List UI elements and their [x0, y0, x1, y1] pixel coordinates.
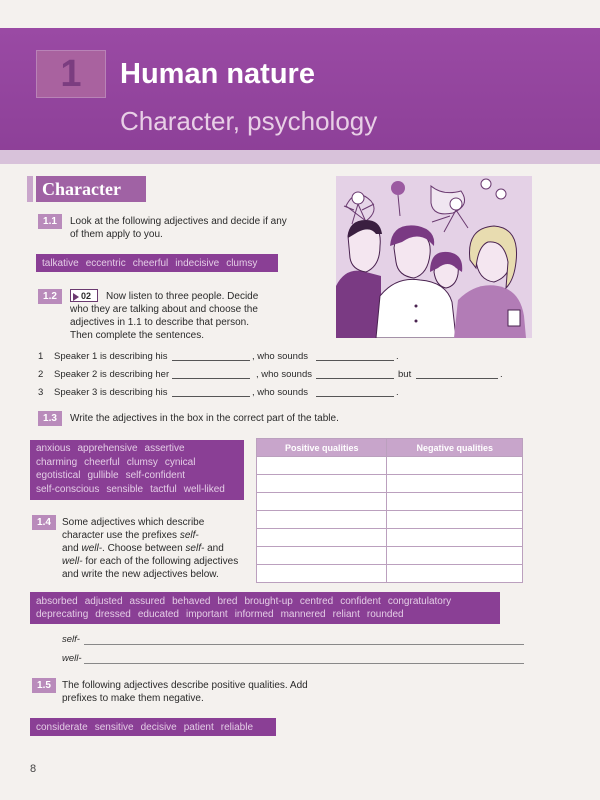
sentence-1-start: Speaker 1 is describing his — [54, 351, 168, 362]
table-cell[interactable] — [257, 547, 387, 565]
ex1-4-instruction-line5: and write the new adjectives below. — [62, 569, 219, 580]
exercise-badge-1-1: 1.1 — [38, 214, 62, 229]
ex1-4-line3-a: and — [62, 543, 82, 554]
word-item: important — [186, 609, 228, 620]
well-answer-line[interactable] — [84, 663, 524, 664]
ex1-4-line3-b: well- — [81, 543, 103, 554]
table-cell[interactable] — [387, 457, 523, 475]
ex1-2-instruction-line4: Then complete the sentences. — [70, 330, 204, 341]
sentence-3-mid: , who sounds — [252, 387, 308, 398]
ex1-4-line3-e: and — [204, 543, 224, 554]
table-cell[interactable] — [387, 493, 523, 511]
word-item: egotistical — [36, 470, 81, 481]
word-item: charming — [36, 456, 78, 468]
ex1-1-instruction-line2: of them apply to you. — [70, 229, 163, 240]
section-heading: Character — [36, 176, 146, 202]
table-cell[interactable] — [257, 493, 387, 511]
sentence-2-end: . — [500, 369, 503, 380]
sentence-3-blank-1[interactable] — [172, 396, 250, 397]
table-row — [257, 529, 523, 547]
sentence-3-blank-2[interactable] — [316, 396, 394, 397]
ex1-4-line3-c: . Choose between — [102, 543, 186, 554]
word-item: mannered — [280, 609, 326, 620]
table-cell[interactable] — [387, 529, 523, 547]
unit-subtitle: Character, psychology — [120, 106, 378, 136]
table-cell[interactable] — [257, 475, 387, 493]
table-cell[interactable] — [257, 565, 387, 583]
ex1-4-instruction-line3 — [62, 542, 224, 555]
qualities-table — [256, 438, 523, 583]
exercise-badge-1-2: 1.2 — [38, 289, 62, 304]
table-cell[interactable] — [257, 457, 387, 475]
table-cell[interactable] — [387, 565, 523, 583]
section-heading-tab — [27, 176, 33, 202]
word-item: behaved — [172, 596, 211, 607]
word-item: considerate — [36, 722, 88, 733]
sentence-2-blank-2[interactable] — [316, 378, 394, 379]
word-box-1-4 — [30, 592, 500, 624]
self-prefix-label: self- — [62, 634, 80, 645]
word-item: well-liked — [183, 483, 225, 495]
well-prefix-label: well- — [62, 653, 82, 664]
word-item: rounded — [366, 609, 404, 620]
word-item: cheerful — [84, 456, 120, 468]
word-item: reliable — [220, 722, 254, 733]
ex1-4-instruction-line4 — [62, 555, 238, 568]
positive-qualities-header: Positive qualities — [257, 439, 387, 457]
word-item: gullible — [87, 470, 119, 481]
sentence-1-blank-2[interactable] — [316, 360, 394, 361]
sentence-3-num: 3 — [38, 387, 44, 398]
word-item: reliant — [332, 609, 360, 620]
word-item: sensible — [106, 483, 144, 495]
unit-title: Human nature — [120, 58, 315, 90]
word-item: eccentric — [85, 258, 126, 269]
table-row — [257, 475, 523, 493]
word-box-1-3-row1 — [36, 442, 238, 456]
word-box-1-3-row4 — [36, 483, 238, 497]
people-illustration — [336, 176, 532, 338]
word-item: dressed — [95, 609, 131, 620]
word-item: decisive — [140, 722, 177, 733]
ex1-4-line2-text: character use the prefixes — [62, 530, 180, 541]
word-item: educated — [137, 609, 179, 620]
word-item: apprehensive — [77, 443, 138, 454]
table-row — [257, 457, 523, 475]
sentence-1-mid: , who sounds — [252, 351, 308, 362]
sentence-2-blank-1[interactable] — [172, 378, 250, 379]
ex1-4-line2-prefix: self- — [179, 530, 199, 541]
ex1-3-instruction: Write the adjectives in the box in the correct part of the table. — [70, 413, 339, 424]
ex1-4-instruction-line2 — [62, 529, 199, 542]
sentence-2-but: but — [398, 369, 412, 380]
self-answer-line[interactable] — [84, 644, 524, 645]
word-item: self-confident — [125, 470, 186, 481]
word-item: centred — [299, 596, 334, 607]
word-item: tactful — [150, 483, 177, 495]
word-item: assured — [129, 596, 166, 607]
word-item: anxious — [36, 443, 71, 454]
word-box-1-4-row2 — [36, 608, 494, 621]
sentence-1-num: 1 — [38, 351, 44, 362]
word-item: clumsy — [226, 258, 258, 269]
page-number: 8 — [30, 763, 37, 775]
sentence-3-end: . — [396, 387, 399, 398]
ex1-5-instruction-line1: The following adjectives describe positive qualities. Add — [62, 680, 308, 691]
sentence-1-end: . — [396, 351, 399, 362]
audio-track-icon[interactable] — [70, 289, 98, 302]
ex1-2-instruction-line2: who they are talking about and choose the — [70, 304, 258, 315]
word-item: confident — [340, 596, 381, 607]
word-item: assertive — [144, 443, 185, 454]
table-cell[interactable] — [257, 511, 387, 529]
table-cell[interactable] — [257, 529, 387, 547]
sentence-1-blank-1[interactable] — [172, 360, 250, 361]
word-item: brought-up — [244, 596, 293, 607]
ex1-5-instruction-line2: prefixes to make them negative. — [62, 693, 204, 704]
word-item: cynical — [164, 456, 196, 468]
ex1-2-instruction-line1: Now listen to three people. Decide — [106, 291, 259, 302]
word-item: congratulatory — [387, 596, 452, 607]
audio-track-number: 02 — [81, 291, 92, 301]
exercise-badge-1-4: 1.4 — [32, 515, 56, 530]
banner-divider — [0, 150, 600, 164]
word-item: deprecating — [36, 609, 89, 620]
word-item: patient — [183, 722, 214, 733]
word-box-1-3-row3 — [36, 469, 238, 483]
word-item: bred — [217, 596, 238, 607]
exercise-badge-1-5: 1.5 — [32, 678, 56, 693]
table-cell[interactable] — [387, 511, 523, 529]
word-item: talkative — [42, 258, 79, 269]
exercise-badge-1-3: 1.3 — [38, 411, 62, 426]
sentence-2-mid: , who sounds — [256, 369, 312, 380]
word-box-1-3 — [30, 440, 244, 500]
word-box-1-5 — [30, 718, 276, 736]
sentence-3-start: Speaker 3 is describing his — [54, 387, 168, 398]
word-box-1-3-row2 — [36, 456, 238, 470]
word-item: adjusted — [84, 596, 123, 607]
word-item: clumsy — [126, 456, 158, 468]
ex1-4-line4-b: for each of the following adjectives — [82, 556, 239, 567]
ex1-4-instruction-line1: Some adjectives which describe — [62, 517, 205, 528]
table-row — [257, 511, 523, 529]
word-box-1-4-row1 — [36, 595, 494, 608]
table-row — [257, 547, 523, 565]
word-item: sensitive — [94, 722, 134, 733]
unit-number: 1 — [36, 50, 106, 98]
ex1-4-line4-a: well- — [62, 556, 83, 567]
table-cell[interactable] — [387, 547, 523, 565]
word-item: self-conscious — [36, 483, 100, 495]
ex1-4-line3-d: self- — [185, 543, 205, 554]
table-cell[interactable] — [387, 475, 523, 493]
sentence-2-num: 2 — [38, 369, 44, 380]
sentence-2-start: Speaker 2 is describing her — [54, 369, 170, 380]
ex1-1-instruction-line1: Look at the following adjectives and decide if any — [70, 216, 287, 227]
negative-qualities-header: Negative qualities — [387, 439, 523, 457]
sentence-2-blank-3[interactable] — [416, 378, 498, 379]
table-row — [257, 565, 523, 583]
ex1-2-instruction-line3: adjectives in 1.1 to describe that person. — [70, 317, 249, 328]
word-item: indecisive — [175, 258, 220, 269]
table-row — [257, 493, 523, 511]
word-item: informed — [234, 609, 274, 620]
word-box-1-1 — [36, 254, 278, 272]
word-item: cheerful — [132, 258, 169, 269]
word-item: absorbed — [36, 596, 78, 607]
